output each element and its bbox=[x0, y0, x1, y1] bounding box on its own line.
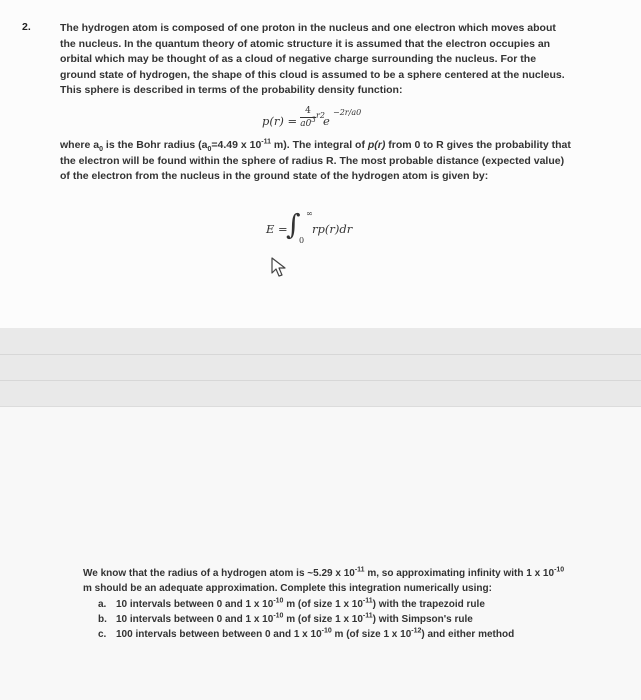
eq1-e: e bbox=[323, 114, 330, 128]
eq2-lhs: E = bbox=[266, 222, 288, 236]
eq1-numerator: 4 bbox=[305, 106, 311, 116]
method-list bbox=[98, 597, 568, 642]
eq1-denominator: a0 bbox=[300, 119, 312, 129]
eq1-exponent: −2r/a0 bbox=[333, 108, 362, 117]
mouse-pointer-icon bbox=[270, 256, 288, 278]
eq1-r-power: r2 bbox=[316, 111, 325, 120]
list-item: b. 10 intervals between 0 and 1 x $10^{-10}$ m (of size 1 x $10^{-11}$) with Simpson's rule bbox=[98, 612, 473, 625]
question-intro: The hydrogen atom is composed of one proton in the nucleus and one electron which moves about the nucleus. In the quantum theory of atomic structure it is assumed that the electron occupies an orbital which may be thought of as a cloud of negative charge surrounding the nucleus. For the ground state of hydrogen, the shape of this cloud is assumed to be a sphere centered at the nucleus. This sphere is described in terms of the probability density function: bbox=[60, 22, 565, 97]
question-number: 2. bbox=[22, 21, 31, 33]
eq1-fraction bbox=[300, 106, 316, 129]
eq1-lhs: p(r) = bbox=[262, 114, 298, 128]
bohr-paragraph: where $a_0$ is the Bohr radius ($a_0=4.49$ x $10^{-11}$ m). The integral of p(r) from 0 to R gives the probability that the electron will be found within the sphere of radius R. The most probable distance (expected value) of the electron from the nucleus in the ground state of the hydrogen atom is given by: bbox=[60, 138, 571, 183]
integral-sign: ∫ bbox=[286, 208, 301, 241]
expected-value-equation bbox=[266, 208, 376, 252]
follow-up-panel bbox=[0, 407, 641, 700]
list-item: a. 10 intervals between 0 and 1 x $10^{-10}$ m (of size 1 x $10^{-11}$) with the trapezoid rule bbox=[98, 597, 485, 610]
band-divider bbox=[0, 354, 641, 355]
eq2-upper-limit: ∞ bbox=[306, 209, 313, 218]
part2-intro: We know that the radius of a hydrogen atom is ~5.29 x $10^{-11}$ m, so approximating infinity with 1 x $10^{-10}$ m should be an adequate approximation. Complete this integration numerically using: bbox=[83, 566, 565, 594]
list-item: c. 100 intervals between between 0 and 1 x $10^{-10}$ m (of size 1 x $10^{-12}$) and either method bbox=[98, 627, 515, 640]
eq2-lower-limit: 0 bbox=[299, 236, 305, 245]
density-equation bbox=[262, 106, 392, 136]
eq1-den-power: 3 bbox=[311, 116, 316, 124]
eq2-integrand: rp(r)dr bbox=[312, 222, 353, 236]
band-divider bbox=[0, 380, 641, 381]
answer-area-band[interactable] bbox=[0, 328, 641, 407]
